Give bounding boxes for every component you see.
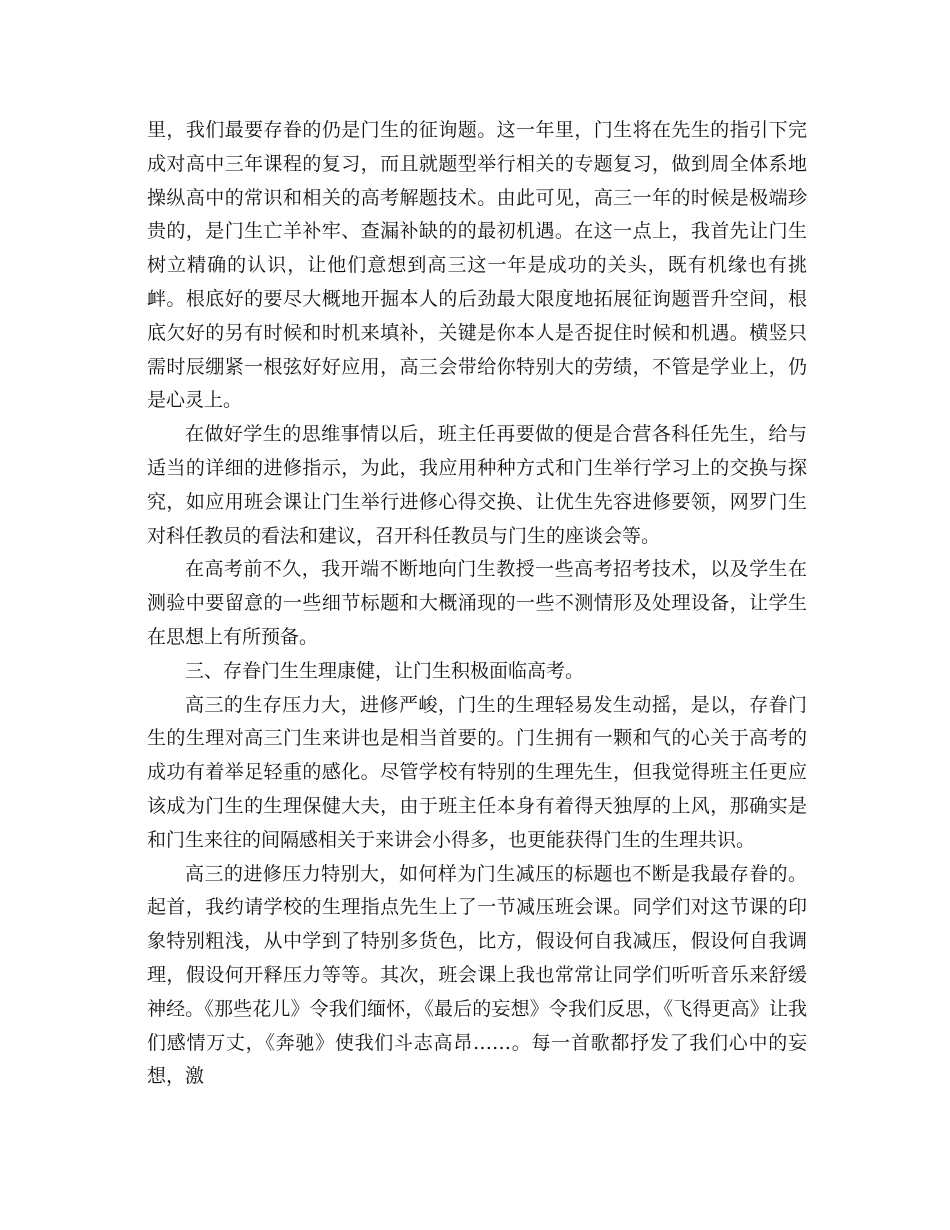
section-heading-3: 三、存眷门生生理康健，让门生积极面临高考。 — [185, 659, 585, 682]
document-body — [147, 114, 807, 1094]
paragraph-5: 高三的进修压力特别大，如何样为门生减压的标题也不断是我最存眷的。起首，我约请学校的生理指点先生上了一节减压班会课。同学们对这节课的印象特别粗浅，从中学到了特别多货色，比方，假设何自我减压，假设何自我调理，假设何开释压力等等。其次，班会课上我也常常让同学们听听音乐来舒缓神经。《那些花儿》令我们缅怀，《最后的妄想》令我们反思，《飞得更高》让我们感情万丈，《奔驰》使我们斗志高昂……。每一首歌都抒发了我们心中的妄想，激 — [147, 862, 807, 1088]
paragraph-4: 高三的生存压力大，进修严峻，门生的生理轻易发生动摇，是以，存眷门生的生理对高三门生来讲也是相当首要的。门生拥有一颗和气的心关于高考的成功有着举足轻重的感化。尽管学校有特别的生理先生，但我觉得班主任更应该成为门生的生理保健大夫，由于班主任本身有着得天独厚的上风，那确实是和门生来往的间隔感相关于来讲会小得多，也更能获得门生的生理共识。 — [147, 693, 807, 851]
paragraph-1: 里，我们最要存眷的仍是门生的征询题。这一年里，门生将在先生的指引下完成对高中三年课程的复习，而且就题型举行相关的专题复习，做到周全体系地操纵高中的常识和相关的高考解题技术。由此可见，高三一年的时候是极端珍贵的，是门生亡羊补牢、查漏补缺的的最初机遇。在这一点上，我首先让门生树立精确的认识，让他们意想到高三这一年是成功的关头，既有机缘也有挑衅。根底好的要尽大概地开掘本人的后劲最大限度地拓展征询题晋升空间，根底欠好的另有时候和时机来填补，关键是你本人是否捉住时候和机遇。横竖只需时辰绷紧一根弦好好应用，高三会带给你特别大的劳绩，不管是学业上，仍是心灵上。 — [147, 119, 807, 412]
paragraph-2: 在做好学生的思维事情以后，班主任再要做的便是合营各科任先生，给与适当的详细的进修指示，为此，我应用种种方式和门生举行学习上的交换与探究，如应用班会课让门生举行进修心得交换、让优生先容进修要领，网罗门生对科任教员的看法和建议，召开科任教员与门生的座谈会等。 — [147, 423, 807, 547]
paragraph-3: 在高考前不久，我开端不断地向门生教授一些高考招考技术，以及学生在测验中要留意的一些细节标题和大概涌现的一些不测情形及处理设备，让学生在思想上有所预备。 — [147, 558, 807, 648]
